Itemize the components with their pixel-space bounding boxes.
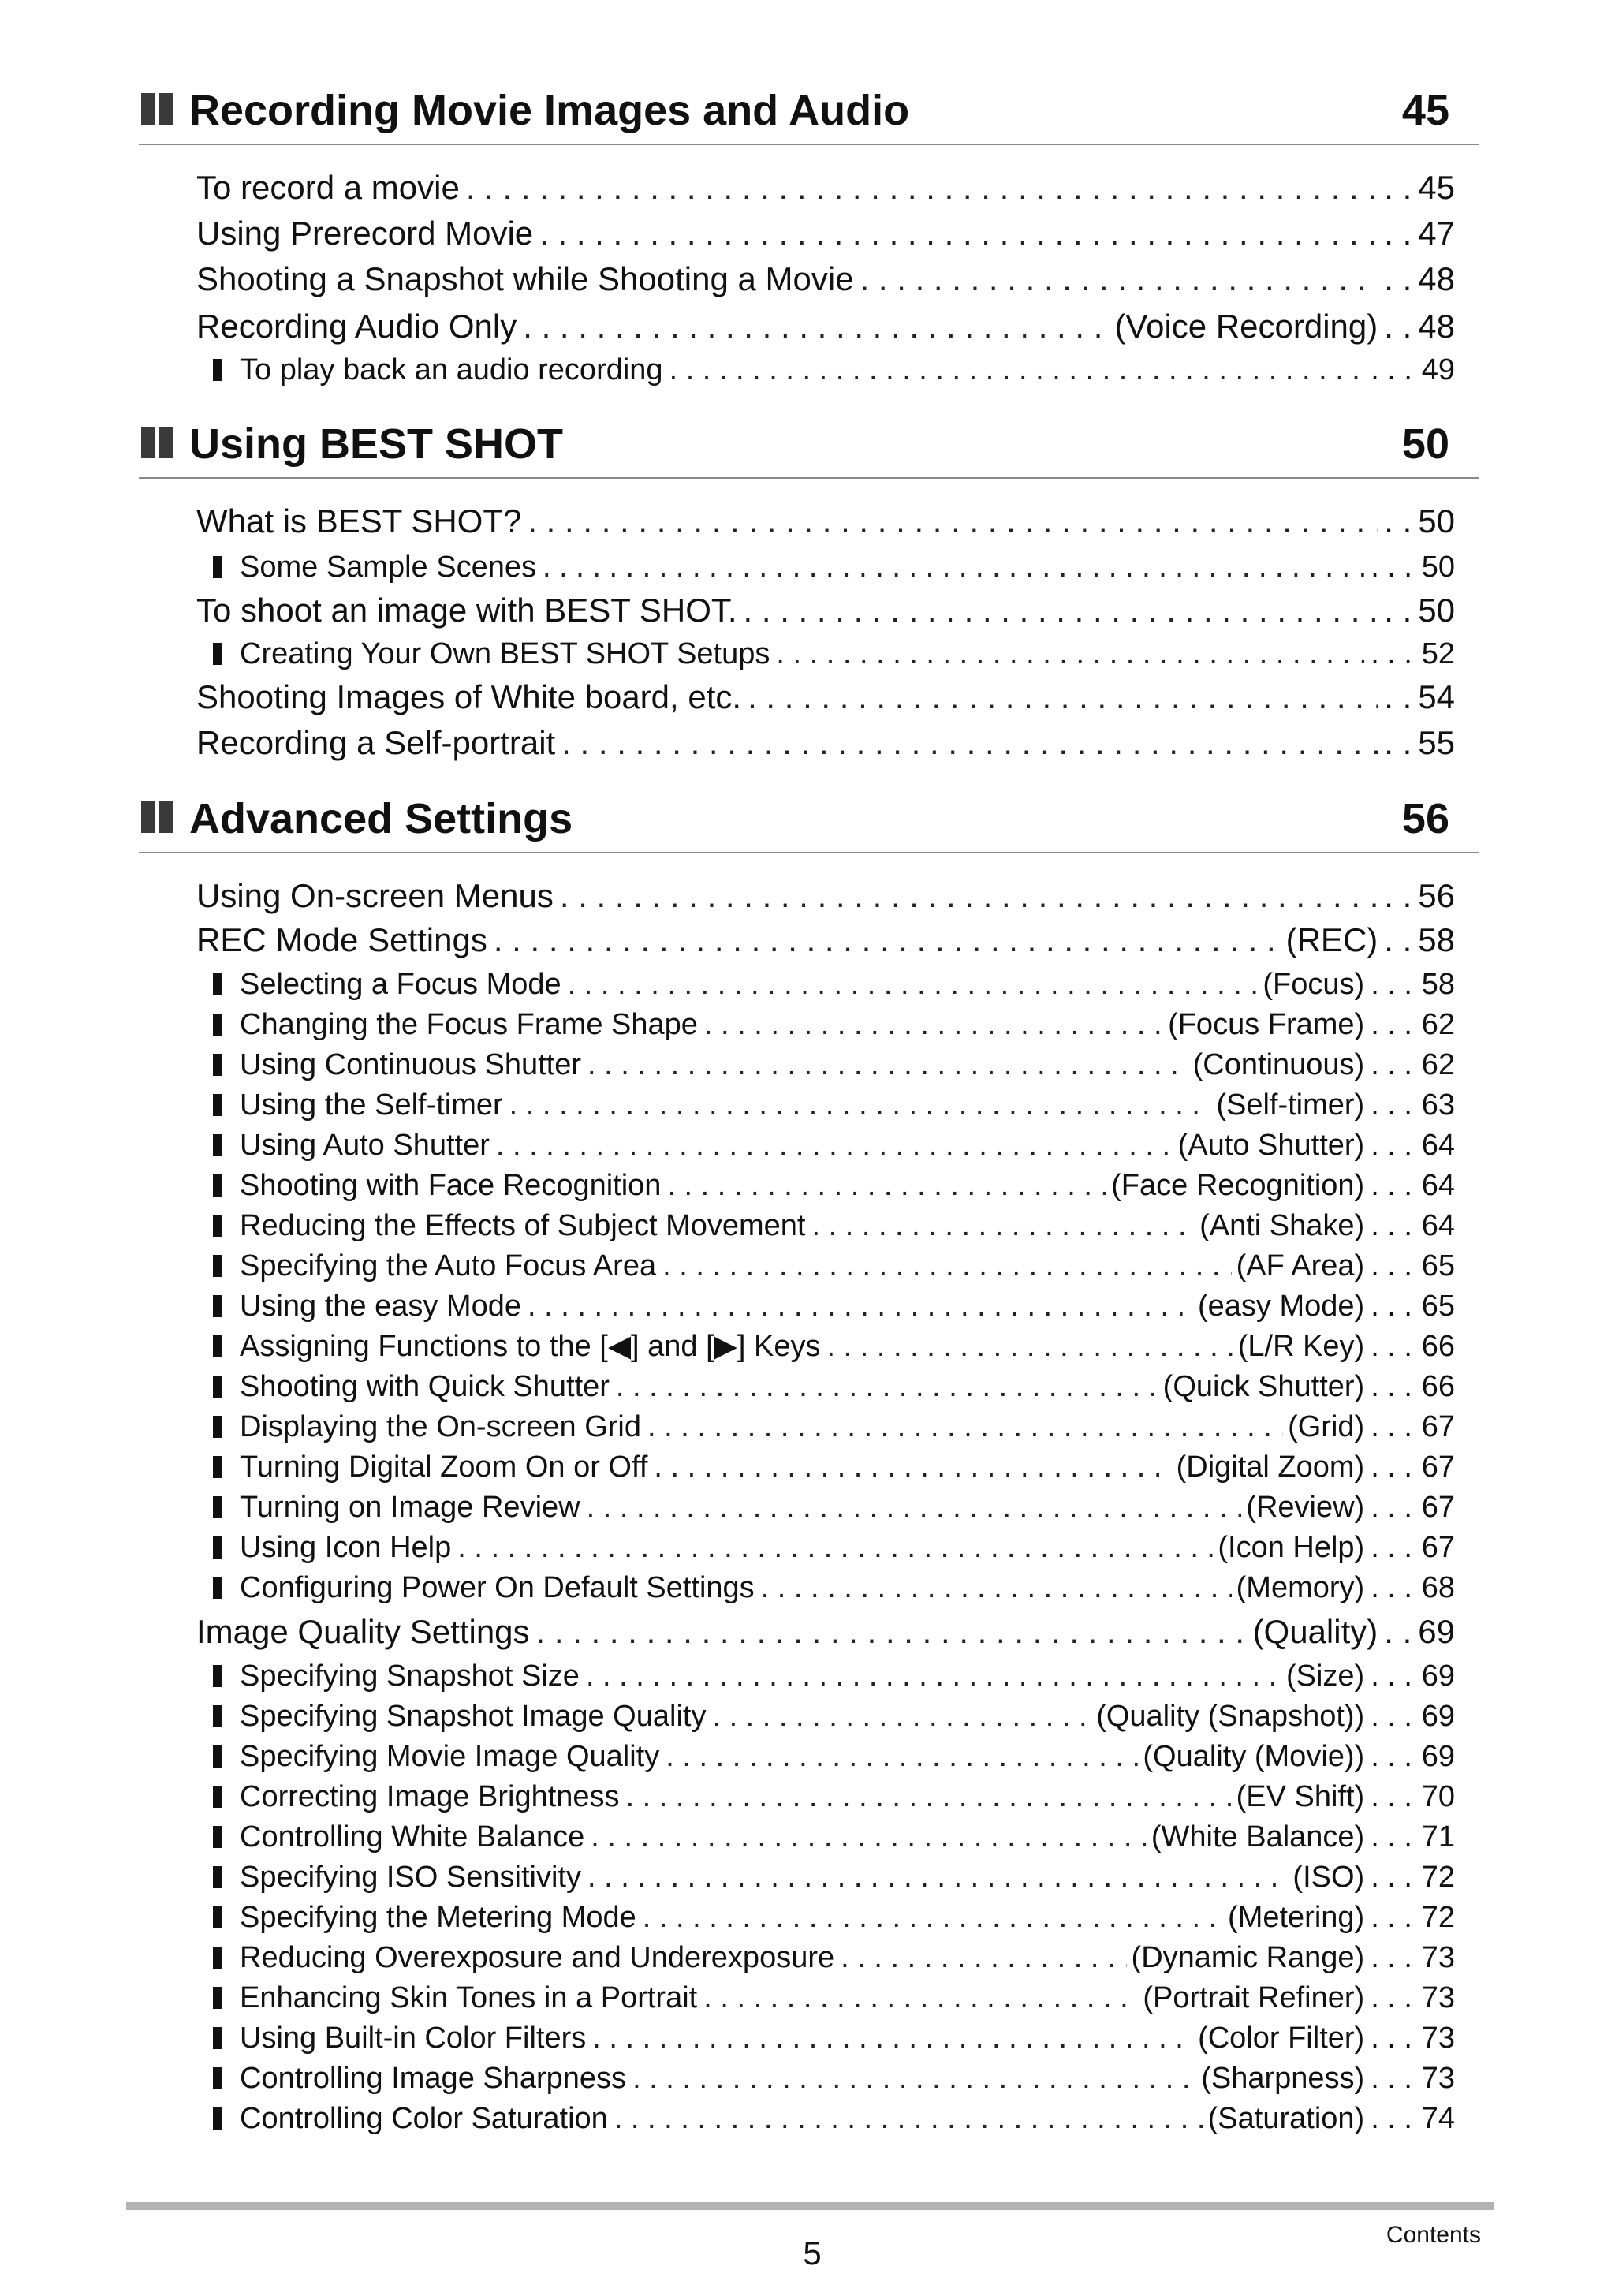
dot-leader-tail: . . xyxy=(1384,877,1412,914)
dot-leader-tail: . . . xyxy=(1371,1659,1412,1693)
entry-reference: (White Balance) xyxy=(1151,1820,1365,1854)
bullet-icon xyxy=(213,1255,222,1277)
dot-leader-tail: . . . xyxy=(1371,1571,1412,1604)
bullet-icon xyxy=(213,2027,222,2049)
toc-subentry[interactable] xyxy=(213,1206,1455,1245)
entry-reference: (Review) xyxy=(1246,1491,1365,1524)
dot-leader-tail: . . . xyxy=(1371,1861,1412,1894)
dot-leader-tail: . . . xyxy=(1371,1209,1412,1242)
toc-subentry[interactable] xyxy=(213,1367,1455,1406)
dot-leader-tail: . . . xyxy=(1371,1740,1412,1773)
entry-reference: (Icon Help) xyxy=(1218,1531,1365,1564)
entry-reference: (REC) xyxy=(1285,921,1378,958)
entry-reference: (Saturation) xyxy=(1207,2102,1365,2135)
entry-page-number: 62 xyxy=(1421,1048,1455,1081)
dot-leader xyxy=(741,678,1378,717)
entry-reference: (L/R Key) xyxy=(1237,1330,1365,1363)
entry-title: Displaying the On-screen Grid xyxy=(240,1410,641,1443)
dot-leader-tail: . . xyxy=(1384,592,1412,629)
dot-leader xyxy=(661,1166,1106,1205)
entry-page-number: 58 xyxy=(1418,921,1455,958)
dot-leader xyxy=(554,876,1378,916)
dot-leader-tail: . . xyxy=(1384,308,1412,345)
entry-page-number: 64 xyxy=(1421,1129,1455,1162)
entry-title: Specifying the Auto Focus Area xyxy=(240,1249,657,1282)
entry-title: Reducing Overexposure and Underexposure xyxy=(240,1941,835,1974)
dot-leader xyxy=(580,1488,1242,1527)
entry-page-number: 71 xyxy=(1421,1820,1455,1854)
toc-subentry[interactable] xyxy=(213,547,1455,587)
entry-reference: (Face Recognition) xyxy=(1111,1169,1365,1202)
entry-title: Changing the Focus Frame Shape xyxy=(240,1008,698,1041)
section-page-number: 56 xyxy=(1401,795,1449,842)
section-title: Recording Movie Images and Audio xyxy=(189,87,910,134)
entry-title: Specifying Snapshot Image Quality xyxy=(240,1700,707,1733)
entry-page-number: 68 xyxy=(1421,1571,1455,1604)
dot-leader xyxy=(620,1777,1232,1816)
entry-page-number: 48 xyxy=(1418,308,1455,345)
toc-subentry[interactable] xyxy=(213,2099,1455,2138)
toc-subentry[interactable] xyxy=(213,1938,1455,1977)
dot-leader-tail: . . xyxy=(1384,215,1412,252)
entry-page-number: 69 xyxy=(1421,1659,1455,1693)
bullet-icon xyxy=(213,1786,222,1808)
dot-leader xyxy=(834,1938,1126,1977)
entry-page-number: 66 xyxy=(1421,1370,1455,1403)
bullet-icon xyxy=(213,1416,222,1438)
dot-leader xyxy=(663,350,1365,390)
toc-entry[interactable] xyxy=(196,678,1455,717)
toc-subentry[interactable] xyxy=(213,1817,1455,1857)
dot-leader xyxy=(641,1407,1283,1447)
toc-subentry[interactable] xyxy=(213,965,1455,1004)
dot-leader-tail: . . . xyxy=(1371,1008,1412,1041)
toc-entry[interactable] xyxy=(196,920,1455,960)
dot-leader xyxy=(487,920,1281,960)
entry-title: Using Built-in Color Filters xyxy=(240,2022,587,2055)
bullet-icon xyxy=(213,1376,222,1398)
entry-reference: (Anti Shake) xyxy=(1199,1209,1365,1242)
dot-leader-tail: . . . xyxy=(1371,1531,1412,1564)
entry-title: REC Mode Settings xyxy=(196,921,487,958)
entry-title: Assigning Functions to the [◀] and [▶] Keys xyxy=(240,1330,821,1363)
entry-title: Recording a Self-portrait xyxy=(196,724,556,761)
page-number: 5 xyxy=(803,2234,822,2272)
dot-leader xyxy=(581,1045,1188,1085)
dot-leader-tail: . . . xyxy=(1371,1370,1412,1403)
toc-subentry[interactable] xyxy=(213,634,1455,674)
bullet-icon xyxy=(213,1014,222,1036)
bullet-icon xyxy=(213,1705,222,1727)
entry-reference: (Size) xyxy=(1285,1659,1365,1693)
toc-subentry[interactable] xyxy=(213,1697,1455,1736)
dot-leader xyxy=(698,1005,1163,1044)
entry-page-number: 62 xyxy=(1421,1008,1455,1041)
entry-reference: (Continuous) xyxy=(1192,1048,1365,1081)
entry-title: Shooting with Face Recognition xyxy=(240,1169,662,1202)
dot-leader xyxy=(755,1568,1232,1607)
section-page-number: 45 xyxy=(1401,87,1449,134)
dot-leader xyxy=(460,168,1378,207)
entry-page-number: 69 xyxy=(1421,1700,1455,1733)
dot-leader xyxy=(608,2099,1203,2138)
dot-leader xyxy=(536,547,1364,587)
entry-reference: (Metering) xyxy=(1228,1901,1365,1934)
dot-leader xyxy=(586,2018,1193,2058)
entry-page-number: 58 xyxy=(1421,968,1455,1001)
entry-title: Using Icon Help xyxy=(240,1531,452,1564)
toc-entry[interactable] xyxy=(196,502,1455,541)
entry-title: Specifying ISO Sensitivity xyxy=(240,1861,581,1894)
dot-leader-tail: . . . xyxy=(1371,1700,1412,1733)
section-marker-icon xyxy=(141,93,174,125)
dot-leader xyxy=(706,1697,1091,1736)
entry-page-number: 45 xyxy=(1418,169,1455,206)
dot-leader xyxy=(530,1612,1248,1652)
entry-page-number: 63 xyxy=(1421,1088,1455,1122)
dot-leader-tail: . . xyxy=(1384,678,1412,715)
toc-subentry[interactable] xyxy=(213,1085,1455,1125)
dot-leader xyxy=(636,1898,1223,1937)
dot-leader xyxy=(821,1327,1233,1366)
bullet-icon xyxy=(213,1906,222,1928)
entry-page-number: 55 xyxy=(1418,724,1455,761)
entry-reference: (Focus Frame) xyxy=(1168,1008,1365,1041)
section-heading[interactable] xyxy=(139,420,1479,479)
entry-reference: (Grid) xyxy=(1288,1410,1365,1443)
entry-title: Correcting Image Brightness xyxy=(240,1780,620,1813)
dot-leader xyxy=(770,634,1364,674)
dot-leader-tail: . . . xyxy=(1371,353,1412,386)
toc-entry[interactable] xyxy=(196,591,1455,630)
bullet-icon xyxy=(213,1826,222,1848)
entry-title: Using the easy Mode xyxy=(240,1290,521,1323)
dot-leader xyxy=(805,1206,1195,1245)
bullet-icon xyxy=(213,1496,222,1518)
entry-page-number: 67 xyxy=(1421,1450,1455,1484)
entry-reference: (Auto Shutter) xyxy=(1177,1129,1365,1162)
bullet-icon xyxy=(213,1866,222,1888)
entry-page-number: 72 xyxy=(1421,1901,1455,1934)
entry-title: Controlling Color Saturation xyxy=(240,2102,608,2135)
entry-title: Creating Your Own BEST SHOT Setups xyxy=(240,637,770,670)
entry-reference: (ISO) xyxy=(1292,1861,1365,1894)
section-marker-icon xyxy=(141,801,174,833)
dot-leader-tail: . . . xyxy=(1371,1410,1412,1443)
dot-leader xyxy=(584,1817,1147,1857)
entry-title: Specifying the Metering Mode xyxy=(240,1901,636,1934)
entry-page-number: 73 xyxy=(1421,2022,1455,2055)
entry-page-number: 48 xyxy=(1418,260,1455,297)
dot-leader-tail: . . xyxy=(1384,260,1412,297)
toc-entry[interactable] xyxy=(196,876,1455,916)
entry-page-number: 52 xyxy=(1421,637,1455,670)
dot-leader-tail: . . . xyxy=(1371,637,1412,670)
entry-page-number: 64 xyxy=(1421,1209,1455,1242)
dot-leader xyxy=(697,1978,1138,2018)
entry-reference: (Quality (Movie)) xyxy=(1143,1740,1365,1773)
entry-title: Recording Audio Only xyxy=(196,308,517,345)
section-title: Advanced Settings xyxy=(189,795,573,842)
bullet-icon xyxy=(213,1335,222,1357)
entry-reference: (Quality) xyxy=(1252,1613,1378,1650)
bullet-icon xyxy=(213,1577,222,1599)
entry-page-number: 73 xyxy=(1421,1941,1455,1974)
toc-subentry[interactable] xyxy=(213,1737,1455,1776)
entry-page-number: 54 xyxy=(1418,678,1455,715)
entry-title: Configuring Power On Default Settings xyxy=(240,1571,755,1604)
entry-title: To record a movie xyxy=(196,169,460,206)
dot-leader-tail: . . xyxy=(1384,1613,1412,1650)
entry-title: Image Quality Settings xyxy=(196,1613,530,1650)
dot-leader-tail: . . xyxy=(1384,169,1412,206)
toc-subentry[interactable] xyxy=(213,1126,1455,1165)
entry-page-number: 50 xyxy=(1421,551,1455,584)
section-marker-icon xyxy=(141,427,174,458)
dot-leader xyxy=(659,1737,1138,1776)
dot-leader xyxy=(521,502,1378,541)
entry-page-number: 50 xyxy=(1418,592,1455,629)
entry-reference: (EV Shift) xyxy=(1236,1780,1365,1813)
dot-leader xyxy=(656,1246,1231,1286)
dot-leader-tail: . . . xyxy=(1371,1048,1412,1081)
dot-leader-tail: . . . xyxy=(1371,551,1412,584)
bullet-icon xyxy=(213,973,222,995)
dot-leader-tail: . . . xyxy=(1371,1129,1412,1162)
toc-entry[interactable] xyxy=(196,307,1455,346)
entry-title: Specifying Movie Image Quality xyxy=(240,1740,660,1773)
dot-leader-tail: . . . xyxy=(1371,1941,1412,1974)
toc-subentry[interactable] xyxy=(213,1327,1455,1366)
dot-leader-tail: . . . xyxy=(1371,1169,1412,1202)
toc-subentry[interactable] xyxy=(213,2059,1455,2098)
toc-subentry[interactable] xyxy=(213,1246,1455,1286)
entry-title: Shooting Images of White board, etc. xyxy=(196,678,742,715)
toc-entry[interactable] xyxy=(196,168,1455,207)
bullet-icon xyxy=(213,1456,222,1478)
section-heading[interactable] xyxy=(139,87,1479,145)
section-page-number: 50 xyxy=(1401,420,1449,468)
dot-leader-tail: . . . xyxy=(1371,1450,1412,1484)
dot-leader xyxy=(517,307,1110,346)
bullet-icon xyxy=(213,1536,222,1559)
entry-reference: (Self-timer) xyxy=(1216,1088,1365,1122)
entry-reference: (Quality (Snapshot)) xyxy=(1096,1700,1365,1733)
entry-page-number: 65 xyxy=(1421,1290,1455,1323)
entry-reference: (Dynamic Range) xyxy=(1131,1941,1365,1974)
bullet-icon xyxy=(213,2107,222,2130)
toc-subentry[interactable] xyxy=(213,1777,1455,1816)
entry-page-number: 73 xyxy=(1421,2062,1455,2095)
toc-subentry[interactable] xyxy=(213,1488,1455,1527)
bullet-icon xyxy=(213,1987,222,2009)
entry-page-number: 50 xyxy=(1418,502,1455,539)
dot-leader-tail: . . . xyxy=(1371,2022,1412,2055)
entry-page-number: 69 xyxy=(1418,1613,1455,1650)
entry-page-number: 65 xyxy=(1421,1249,1455,1282)
toc-entry[interactable] xyxy=(196,214,1455,253)
dot-leader-tail: . . . xyxy=(1371,968,1412,1001)
toc-subentry[interactable] xyxy=(213,1857,1455,1897)
dot-leader xyxy=(610,1367,1158,1406)
dot-leader-tail: . . . xyxy=(1371,1330,1412,1363)
entry-reference: (Quick Shutter) xyxy=(1162,1370,1365,1403)
dot-leader xyxy=(451,1528,1213,1567)
entry-page-number: 70 xyxy=(1421,1780,1455,1813)
dot-leader xyxy=(533,214,1378,253)
entry-page-number: 64 xyxy=(1421,1169,1455,1202)
dot-leader-tail: . . . xyxy=(1371,1780,1412,1813)
toc-subentry[interactable] xyxy=(213,350,1455,390)
section-heading[interactable] xyxy=(139,795,1479,853)
toc-subentry[interactable] xyxy=(213,1447,1455,1487)
bullet-icon xyxy=(213,1215,222,1237)
toc-subentry[interactable] xyxy=(213,1528,1455,1567)
toc-entry[interactable] xyxy=(196,1612,1455,1652)
dot-leader-tail: . . . xyxy=(1371,1491,1412,1524)
dot-leader-tail: . . . xyxy=(1371,1820,1412,1854)
entry-title: Using the Self-timer xyxy=(240,1088,503,1122)
entry-title: To shoot an image with BEST SHOT. xyxy=(196,592,737,629)
bullet-icon xyxy=(213,2067,222,2089)
dot-leader xyxy=(854,259,1378,299)
entry-title: Enhancing Skin Tones in a Portrait xyxy=(240,1981,698,2014)
dot-leader-tail: . . xyxy=(1384,724,1412,761)
entry-title: Turning Digital Zoom On or Off xyxy=(240,1450,648,1484)
entry-page-number: 67 xyxy=(1421,1491,1455,1524)
dot-leader xyxy=(580,1656,1281,1696)
bullet-icon xyxy=(213,1947,222,1969)
bullet-icon xyxy=(213,359,222,381)
entry-reference: (Digital Zoom) xyxy=(1176,1450,1365,1484)
entry-page-number: 49 xyxy=(1421,353,1455,386)
bullet-icon xyxy=(213,1094,222,1116)
dot-leader xyxy=(647,1447,1171,1487)
bullet-icon xyxy=(213,1174,222,1197)
entry-reference: (Sharpness) xyxy=(1201,2062,1365,2095)
entry-title: Shooting a Snapshot while Shooting a Movie xyxy=(196,260,854,297)
entry-title: Using Auto Shutter xyxy=(240,1129,490,1162)
toc-entry[interactable] xyxy=(196,259,1455,299)
dot-leader-tail: . . . xyxy=(1371,1290,1412,1323)
dot-leader-tail: . . . xyxy=(1371,1249,1412,1282)
toc-subentry[interactable] xyxy=(213,1407,1455,1447)
toc-subentry[interactable] xyxy=(213,1978,1455,2018)
bullet-icon xyxy=(213,1054,222,1076)
entry-title: Reducing the Effects of Subject Movement xyxy=(240,1209,806,1242)
bullet-icon xyxy=(213,643,222,665)
bullet-icon xyxy=(213,1134,222,1156)
entry-title: Using On-screen Menus xyxy=(196,877,554,914)
toc-subentry[interactable] xyxy=(213,1898,1455,1937)
toc-subentry[interactable] xyxy=(213,1166,1455,1205)
dot-leader-tail: . . . xyxy=(1371,2102,1412,2135)
entry-title: Some Sample Scenes xyxy=(240,551,536,584)
dot-leader-tail: . . . xyxy=(1371,1088,1412,1122)
toc-subentry[interactable] xyxy=(213,1286,1455,1326)
entry-reference: (Color Filter) xyxy=(1198,2022,1365,2055)
entry-title: To play back an audio recording xyxy=(240,353,663,386)
entry-page-number: 67 xyxy=(1421,1531,1455,1564)
entry-title: Controlling White Balance xyxy=(240,1820,585,1854)
dot-leader xyxy=(581,1857,1288,1897)
dot-leader xyxy=(490,1126,1173,1165)
entry-reference: (Portrait Refiner) xyxy=(1143,1981,1365,2014)
footer-rule xyxy=(126,2202,1494,2210)
dot-leader xyxy=(626,2059,1196,2098)
dot-leader xyxy=(503,1085,1212,1125)
toc-subentry[interactable] xyxy=(213,2018,1455,2058)
dot-leader xyxy=(737,591,1378,630)
entry-title: What is BEST SHOT? xyxy=(196,502,522,539)
toc-subentry[interactable] xyxy=(213,1045,1455,1085)
entry-reference: (Memory) xyxy=(1236,1571,1365,1604)
entry-title: Turning on Image Review xyxy=(240,1491,580,1524)
entry-title: Controlling Image Sharpness xyxy=(240,2062,627,2095)
bullet-icon xyxy=(213,1745,222,1768)
entry-title: Using Prerecord Movie xyxy=(196,215,534,252)
toc-entry[interactable] xyxy=(196,723,1455,763)
bullet-icon xyxy=(213,556,222,578)
entry-title: Using Continuous Shutter xyxy=(240,1048,582,1081)
dot-leader xyxy=(555,723,1378,763)
dot-leader xyxy=(521,1286,1193,1326)
toc-subentry[interactable] xyxy=(213,1568,1455,1607)
toc-subentry[interactable] xyxy=(213,1656,1455,1696)
dot-leader-tail: . . . xyxy=(1371,2062,1412,2095)
dot-leader-tail: . . xyxy=(1384,921,1412,958)
entry-page-number: 69 xyxy=(1421,1740,1455,1773)
bullet-icon xyxy=(213,1665,222,1687)
entry-reference: (Focus) xyxy=(1263,968,1365,1001)
entry-reference: (AF Area) xyxy=(1236,1249,1365,1282)
entry-page-number: 74 xyxy=(1421,2102,1455,2135)
entry-page-number: 66 xyxy=(1421,1330,1455,1363)
section-title: Using BEST SHOT xyxy=(189,420,564,468)
entry-page-number: 73 xyxy=(1421,1981,1455,2014)
entry-title: Shooting with Quick Shutter xyxy=(240,1370,610,1403)
bullet-icon xyxy=(213,1295,222,1317)
dot-leader-tail: . . . xyxy=(1371,1981,1412,2014)
dot-leader xyxy=(561,965,1259,1004)
entry-reference: (easy Mode) xyxy=(1198,1290,1365,1323)
entry-page-number: 56 xyxy=(1418,877,1455,914)
entry-title: Selecting a Focus Mode xyxy=(240,968,561,1001)
entry-page-number: 67 xyxy=(1421,1410,1455,1443)
toc-subentry[interactable] xyxy=(213,1005,1455,1044)
dot-leader-tail: . . xyxy=(1384,502,1412,539)
footer-label: Contents xyxy=(1386,2222,1481,2248)
entry-title: Specifying Snapshot Size xyxy=(240,1659,580,1693)
entry-page-number: 72 xyxy=(1421,1861,1455,1894)
entry-reference: (Voice Recording) xyxy=(1114,308,1378,345)
dot-leader-tail: . . . xyxy=(1371,1901,1412,1934)
entry-page-number: 47 xyxy=(1418,215,1455,252)
